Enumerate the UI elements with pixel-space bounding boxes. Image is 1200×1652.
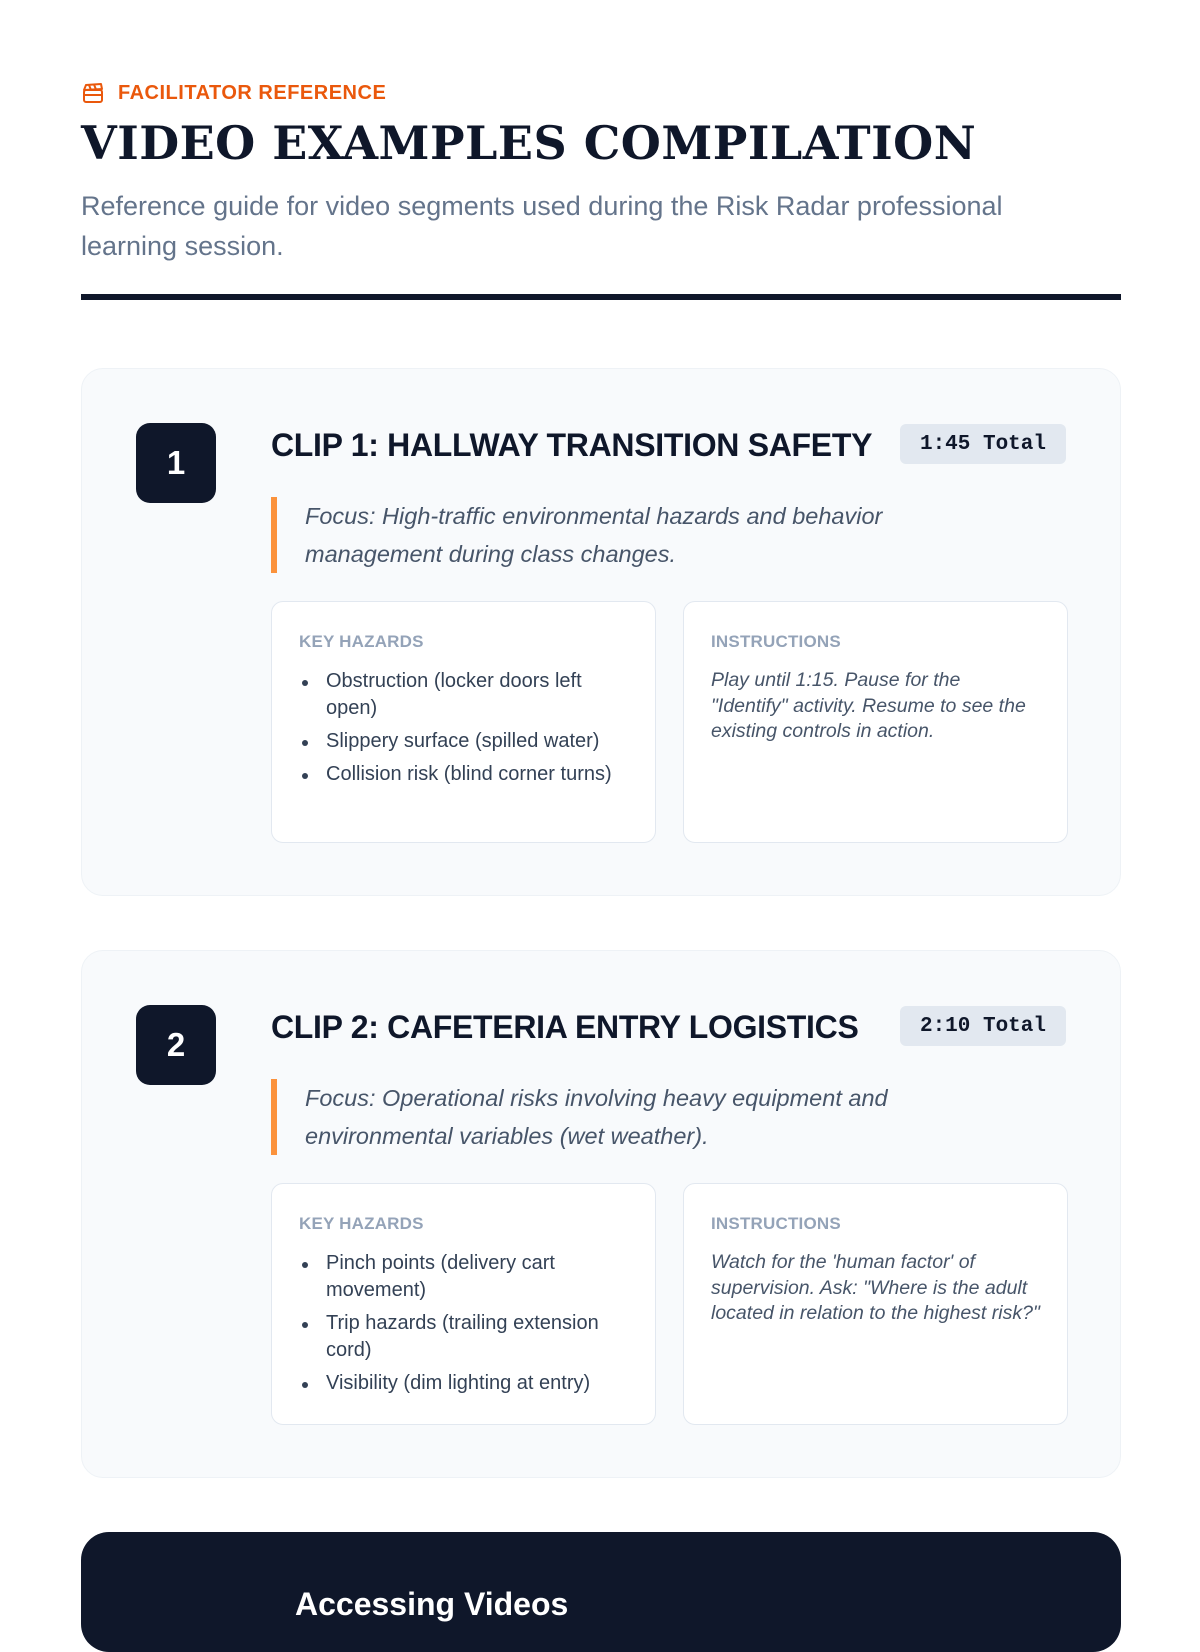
clip-title: CLIP 1: HALLWAY TRANSITION SAFETY — [271, 427, 873, 463]
clip-card-2 — [81, 950, 1121, 1478]
hazard-item: Visibility (dim lighting at entry) — [299, 1370, 629, 1397]
instructions-text: Play until 1:15. Pause for the "Identify" activity. Resume to see the existing controls in action. — [711, 669, 1026, 742]
hazard-item: Slippery surface (spilled water) — [299, 728, 629, 755]
key-hazards-label: KEY HAZARDS — [299, 1214, 424, 1233]
instructions-box — [683, 601, 1068, 843]
header-divider — [81, 294, 1121, 300]
clip-duration-badge: 1:45 Total — [900, 424, 1066, 464]
hazard-item: Obstruction (locker doors left open) — [299, 668, 629, 722]
clip-number-badge: 2 — [136, 1005, 216, 1085]
clip-number-badge: 1 — [136, 423, 216, 503]
eyebrow — [81, 81, 386, 105]
accessing-videos-panel — [81, 1532, 1121, 1652]
key-hazards-box — [271, 1183, 656, 1425]
instructions-label: INSTRUCTIONS — [711, 1214, 841, 1233]
instructions-box — [683, 1183, 1068, 1425]
clip-focus: Focus: Operational risks involving heavy equipment and environmental variables (wet weather). — [271, 1079, 951, 1155]
hazard-list — [299, 668, 629, 788]
eyebrow-label: FACILITATOR REFERENCE — [118, 81, 387, 104]
hazard-item: Collision risk (blind corner turns) — [299, 761, 629, 788]
key-hazards-box — [271, 601, 656, 843]
instructions-text: Watch for the 'human factor' of supervision. Ask: "Where is the adult located in relation to the highest risk?" — [711, 1251, 1040, 1324]
clip-focus: Focus: High-traffic environmental hazards and behavior management during class changes. — [271, 497, 951, 573]
hazard-item: Trip hazards (trailing extension cord) — [299, 1310, 629, 1364]
clapperboard-icon — [81, 81, 105, 105]
key-hazards-label: KEY HAZARDS — [299, 632, 424, 651]
page-subtitle: Reference guide for video segments used during the Risk Radar professional learning session. — [81, 191, 1003, 261]
instructions-label: INSTRUCTIONS — [711, 632, 841, 651]
clip-card-1 — [81, 368, 1121, 896]
clip-duration-badge: 2:10 Total — [900, 1006, 1066, 1046]
accessing-videos-title: Accessing Videos — [295, 1586, 569, 1622]
clip-title: CLIP 2: CAFETERIA ENTRY LOGISTICS — [271, 1009, 859, 1045]
hazard-item: Pinch points (delivery cart movement) — [299, 1250, 629, 1304]
page-title: VIDEO EXAMPLES COMPILATION — [81, 116, 977, 170]
hazard-list — [299, 1250, 629, 1397]
